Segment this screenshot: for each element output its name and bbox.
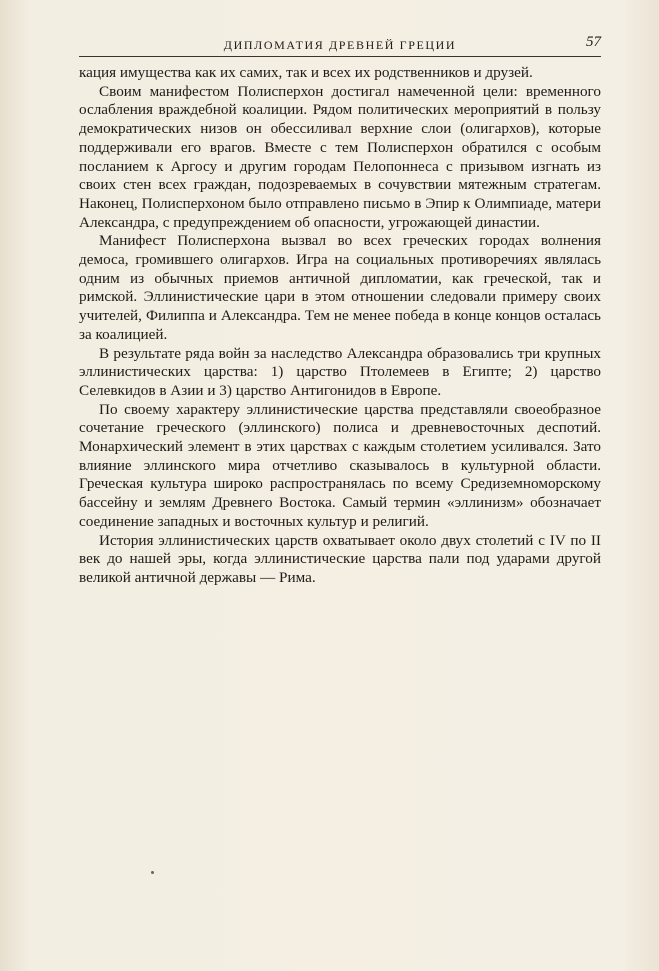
- running-title: ДИПЛОМАТИЯ ДРЕВНЕЙ ГРЕЦИИ: [223, 38, 457, 52]
- page-number: 57: [586, 34, 601, 50]
- paragraph: Манифест Полисперхона вызвал во всех греческих городах волнения демоса, громившего олигархов. Игра на социальных противоречиях являлась одним из обычных приемов античной дипломатии, как греческой, так и римской. Эллинистические цари в этом отношении следовали примеру своих учителей, Филиппа и Александра. Тем не менее победа в конце концов осталась за коалицией.: [79, 232, 601, 343]
- paragraph: Своим манифестом Полисперхон достигал намеченной цели: временного ослабления враждебной коалиции. Рядом политических мероприятий в пользу демократических низов он обессиливал верхние слои (олигархов), которые поддерживали его врагов. Вместе с тем Полисперхон обратился с особым посланием к Аргосу и другим городам Пелопоннеса с призывом изгнать из своих стен всех граждан, подозреваемых в сочувствии мятежным стратегам. Наконец, Полисперхоном было отправлено письмо в Эпир к Олимпиаде, матери Александра, с предупреждением об опасности, угрожающей династии.: [79, 82, 601, 231]
- page-header: [79, 34, 601, 57]
- paragraph: История эллинистических царств охватывает около двух столетий с IV по II век до нашей эры, когда эллинистические царства пали под ударами другой великой античной державы — Рима.: [79, 531, 601, 586]
- body-text: [79, 64, 601, 588]
- paragraph: В результате ряда войн за наследство Александра образовались три крупных эллинистических царства: 1) царство Птолемеев в Египте; 2) царство Селевкидов в Азии и 3) царство Антигонидов в Европе.: [79, 344, 601, 399]
- ink-speck: [151, 871, 154, 874]
- paragraph: По своему характеру эллинистические царства представляли своеобразное сочетание греческого (эллинского) полиса и древневосточных деспотий. Монархический элемент в этих царствах с каждым столетием усиливался. Зато влияние эллинского мира отчетливо сказывалось в культурной области. Греческая культура широко распространялась по всему Средиземноморскому бассейну и землям Древнего Востока. Самый термин «эллинизм» обозначает соединение западных и восточных культур и религий.: [79, 400, 601, 530]
- paragraph: кация имущества как их самих, так и всех их родственников и друзей.: [79, 64, 533, 81]
